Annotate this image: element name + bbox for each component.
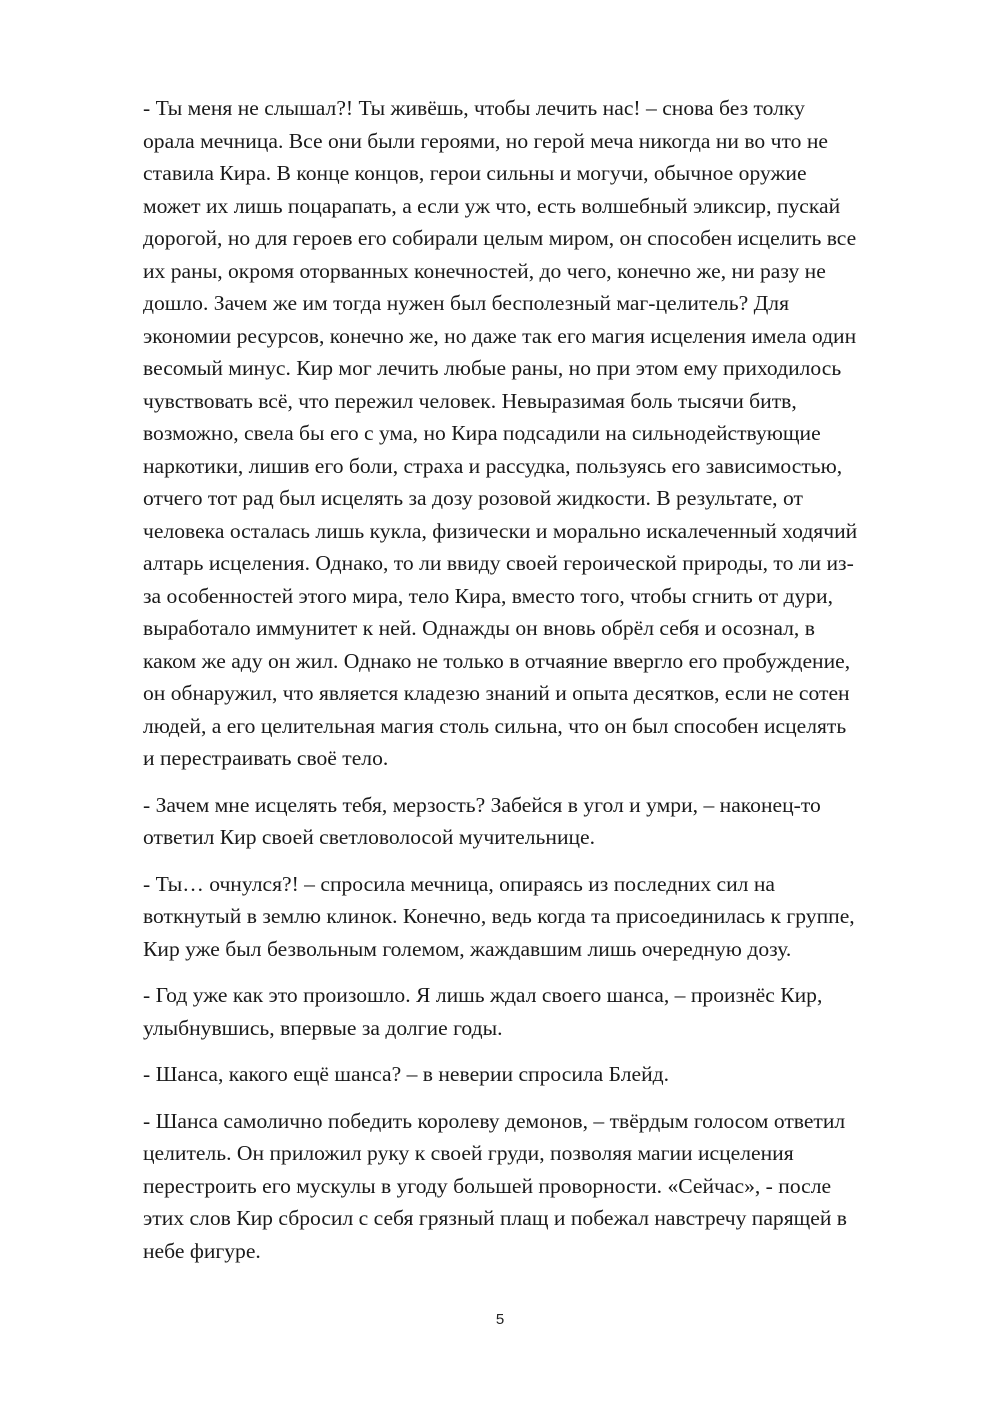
- page-number: 5: [495, 1311, 505, 1328]
- paragraph-1: - Ты меня не слышал?! Ты живёшь, чтобы лечить нас! – снова без толку орала мечница. Все они были героями, но герой меча никогда ни во что не ставила Кира. В конце концов, герои сильны и могучи, обычное оружие может их лишь поцарапать, а если уж что, есть волшебный эликсир, пускай дорогой, но для героев его собирали целым миром, он способен исцелить все их раны, окромя оторванных конечностей, до чего, конечно же, ни разу не дошло. Зачем же им тогда нужен был бесполезный маг-целитель? Для экономии ресурсов, конечно же, но даже так его магия исцеления имела один весомый минус. Кир мог лечить любые раны, но при этом ему приходилось чувствовать всё, что пережил человек. Невыразимая боль тысячи битв, возможно, свела бы его с ума, но Кира подсадили на сильнодействующие наркотики, лишив его боли, страха и рассудка, пользуясь его зависимостью, отчего тот рад был исцелять за дозу розовой жидкости. В результате, от человека осталась лишь кукла, физически и морально искалеченный ходячий алтарь исцеления. Однако, то ли ввиду своей героической природы, то ли из- за особенностей этого мира, тело Кира, вместо того, чтобы сгнить от дури, выработало иммунитет к ней. Однажды он вновь обрёл себя и осознал, в каком же аду он жил. Однако не только в отчаяние ввергло его пробуждение, он обнаружил, что является кладезю знаний и опыта десятков, если не сотен людей, а его целительная магия столь сильна, что он был способен исцелять и перестраивать своё тело.: [143, 96, 858, 770]
- paragraph-6: - Шанса самолично победить королеву демонов, – твёрдым голосом ответил целитель. Он приложил руку к своей груди, позволяя магии исцеления перестроить его мускулы в угоду большей проворности. «Сейчас», - после этих слов Кир сбросил с себя грязный плащ и побежал навстречу парящей в небе фигуре.: [143, 1108, 848, 1263]
- paragraph-5: - Шанса, какого ещё шанса? – в неверии спросила Блейд.: [143, 1062, 670, 1086]
- paragraph-3: - Ты… очнулся?! – спросила мечница, опираясь из последних сил на воткнутый в землю клинок. Конечно, ведь когда та присоединилась к группе, Кир уже был безвольным големом, жаждавшим лишь очередную дозу.: [143, 871, 855, 961]
- paragraph-4: - Год уже как это произошло. Я лишь ждал своего шанса, – произнёс Кир, улыбнувшись, впервые за долгие годы.: [143, 983, 823, 1040]
- text-body: [143, 92, 923, 1281]
- paragraph-2: - Зачем мне исцелять тебя, мерзость? Забейся в угол и умри, – наконец-то ответил Кир своей светловолосой мучительнице.: [143, 792, 821, 849]
